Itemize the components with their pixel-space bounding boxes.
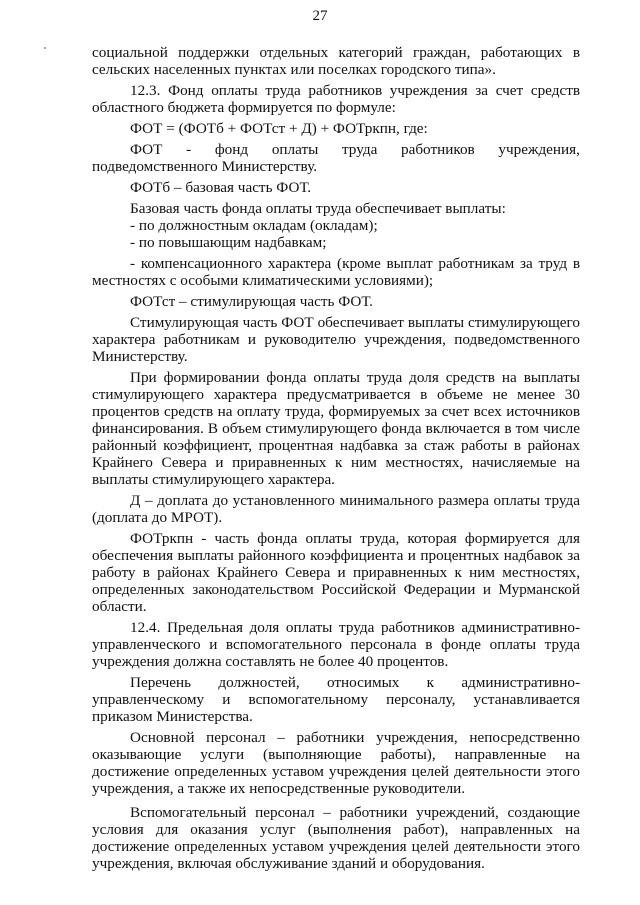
list-item: - по должностным окладам (окладам);	[130, 217, 378, 234]
fot-def-word: ФОТ	[130, 141, 163, 158]
fotb-definition: ФОТб – базовая часть ФОТ.	[130, 179, 311, 196]
main-staff-paragraph: Основной персонал – работники учреждения, непосредственно оказывающие услуги (выполняющие работы), направленные на достижение определенных уставом учреждения целей деятельности этого учреждения, а также их непосредственные руководители.	[92, 729, 580, 797]
formula-fot: ФОТ = (ФОТб + ФОТст + Д) + ФОТркпн, где:	[130, 120, 428, 137]
page-number: 27	[312, 8, 328, 24]
scan-speck	[44, 47, 46, 49]
paragraph-12-4: 12.4. Предельная доля оплаты труда работников административно-управленческого и вспомогательного персонала в фонде оплаты труда учреждения должна составлять не более 40 процентов.	[92, 619, 580, 670]
fot-def-word: труда	[341, 141, 378, 158]
support-staff-paragraph: Вспомогательный персонал – работники учреждений, создающие условия для оказания услуг (выполнения работ), направленных на достижение определенных уставом учреждения целей деятельности этого учреждения, включая обслуживание зданий и оборудования.	[92, 804, 580, 872]
fot-definition-row	[92, 141, 580, 158]
positions-list-paragraph: Перечень должностей, относимых к административно-управленческому и вспомогательному персоналу, устанавливается приказом Министерства.	[92, 674, 580, 725]
paragraph-continuation: социальной поддержки отдельных категорий граждан, работающих в сельских населенных пунктах или поселках городского типа».	[92, 44, 580, 78]
fotrkpn-definition: ФОТркпн - часть фонда оплаты труда, которая формируется для обеспечения выплаты районного коэффициента и процентных надбавок за работу в районах Крайнего Севера и приравненных к ним местностях, определенных законодательством Российской Федерации и Мурманской области.	[92, 530, 580, 615]
fot-def-word: -	[186, 141, 192, 158]
fot-def-word: учреждения,	[498, 141, 580, 158]
fotst-definition: ФОТст – стимулирующая часть ФОТ.	[130, 293, 373, 310]
fot-def-word: оплаты	[271, 141, 319, 158]
document-body	[92, 44, 580, 872]
stimulating-part-paragraph: Стимулирующая часть ФОТ обеспечивает выплаты стимулирующего характера работникам и руководителю учреждения, подведомственного Министерству.	[92, 314, 580, 365]
list-item: - по повышающим надбавкам;	[130, 234, 327, 251]
paragraph-12-3: 12.3. Фонд оплаты труда работников учреждения за счет средств областного бюджета формируется по формуле:	[92, 82, 580, 116]
list-item: - компенсационного характера (кроме выплат работникам за труд в местностях с особыми климатическими условиями);	[92, 255, 580, 289]
d-definition: Д – доплата до установленного минимального размера оплаты труда (доплата до МРОТ).	[92, 492, 580, 526]
stimulating-fund-paragraph: При формировании фонда оплаты труда доля средств на выплаты стимулирующего характера предусматривается в объеме не менее 30 процентов средств на оплату труда, формируемых за счет всех источников финансирования. В объем стимулирующего фонда включается в том числе районный коэффициент, процентная надбавка за стаж работы в районах Крайнего Севера и приравненных к ним местностях, начисляемые на выплаты стимулирующего характера.	[92, 369, 580, 488]
base-part-intro: Базовая часть фонда оплаты труда обеспечивает выплаты:	[130, 200, 506, 217]
fot-def-word: фонд	[214, 141, 249, 158]
fot-definition-cont: подведомственного Министерству.	[92, 158, 318, 175]
fot-def-word: работников	[400, 141, 475, 158]
